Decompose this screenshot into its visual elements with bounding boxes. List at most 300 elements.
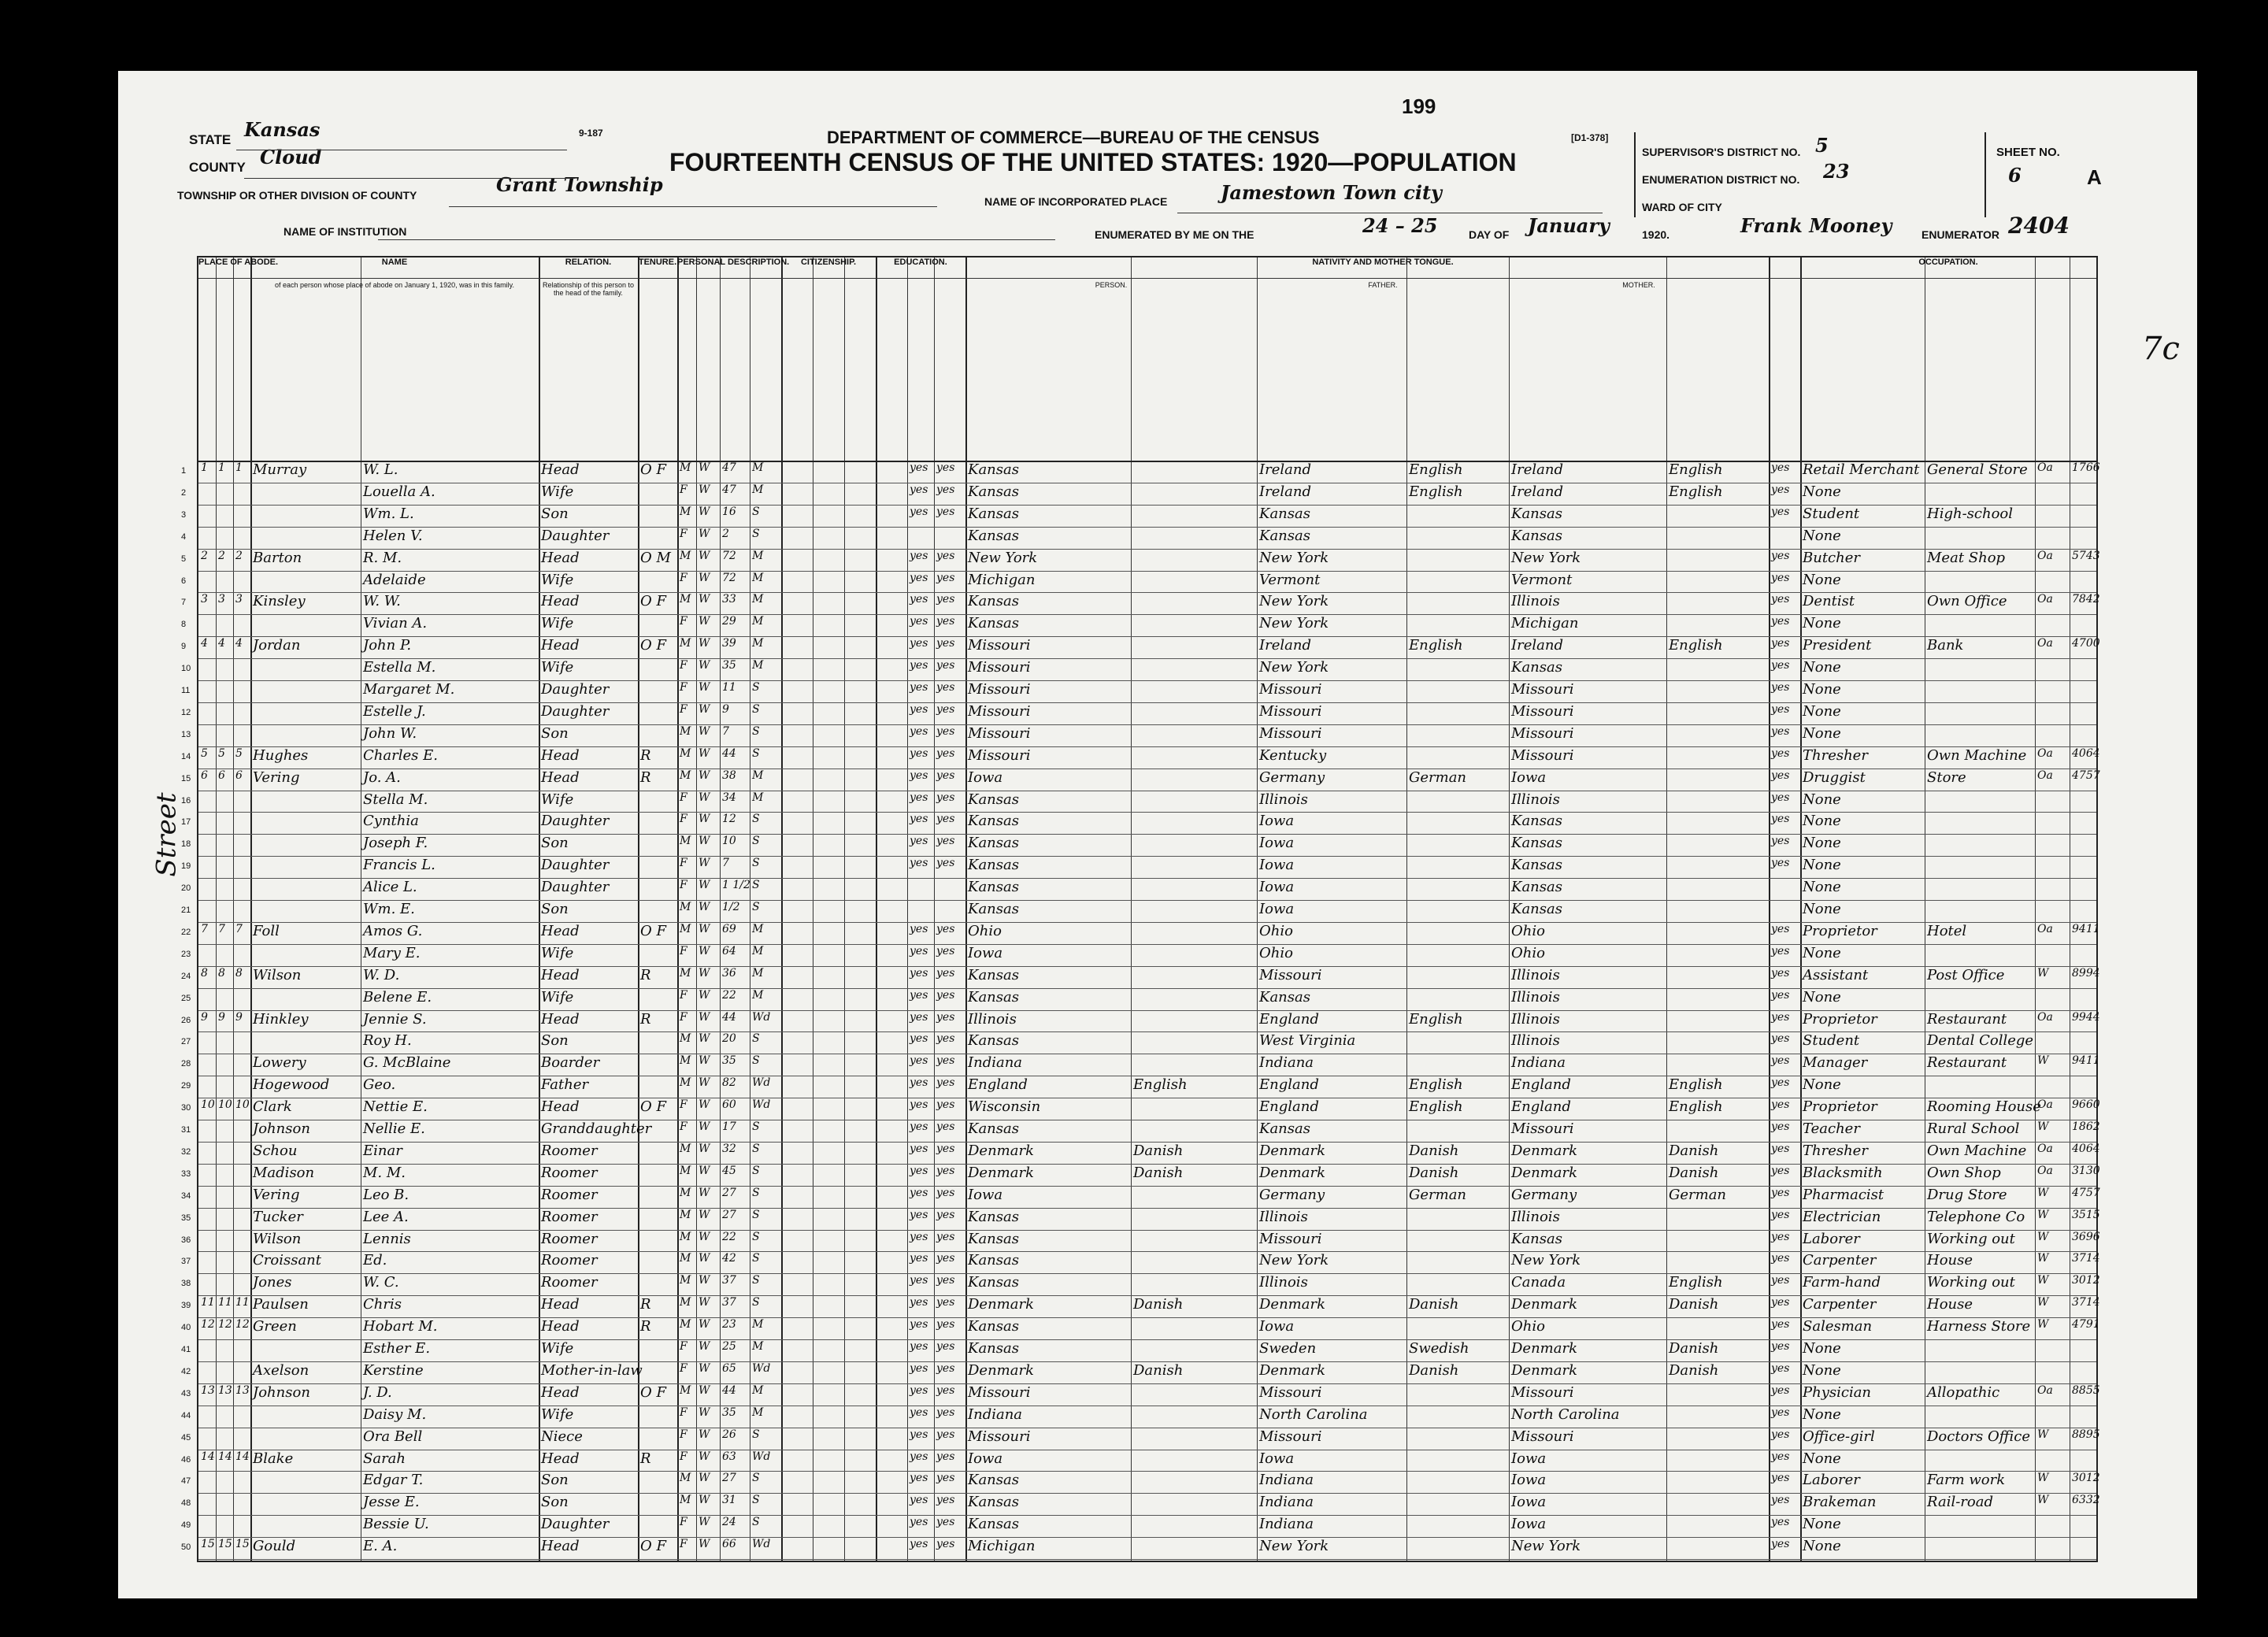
cell-race: W — [699, 813, 710, 826]
cell-mbirth: Ohio — [1511, 1318, 1545, 1335]
cell-rd: yes — [910, 1252, 928, 1265]
cell-wr: yes — [936, 1472, 955, 1485]
cell-mar: M — [752, 944, 764, 957]
cell-surname: Green — [253, 1318, 297, 1335]
cell-fbirth: Denmark — [1259, 1296, 1325, 1313]
cell-mbirth: Canada — [1511, 1274, 1566, 1291]
row-number: 14 — [181, 751, 191, 761]
table-row — [181, 1471, 2100, 1492]
sheet-value: 6 — [2008, 164, 2022, 187]
cell-mar: S — [752, 901, 760, 913]
cell-race: W — [699, 1032, 710, 1046]
cell-fam: 1 — [218, 461, 225, 474]
cell-age: 63 — [722, 1450, 736, 1463]
cell-given: Leo B. — [363, 1186, 410, 1203]
enumerated-days: 24 – 25 — [1362, 214, 1438, 237]
column-group-header: NAME — [250, 257, 539, 279]
cell-race: W — [699, 769, 710, 782]
cell-race: W — [699, 857, 710, 870]
cell-fbirth: Sweden — [1259, 1340, 1317, 1357]
cell-age: 42 — [722, 1252, 736, 1265]
cell-race: W — [699, 1186, 710, 1199]
table-row — [181, 1076, 2096, 1097]
cell-wr: yes — [936, 1252, 955, 1265]
cell-code: 3012 — [2072, 1274, 2100, 1287]
cell-fbirth: North Carolina — [1259, 1406, 1368, 1423]
cell-emp: Oa — [2037, 593, 2053, 606]
cell-code: 4791 — [2072, 1318, 2100, 1331]
cell-rd: yes — [910, 593, 928, 606]
column-subheader: FATHER. — [1368, 281, 1398, 289]
row-number: 31 — [181, 1125, 191, 1135]
cell-age: 44 — [722, 1383, 736, 1397]
cell-given: Alice L. — [363, 879, 417, 896]
cell-race: W — [699, 746, 710, 760]
cell-rd: yes — [910, 988, 928, 1002]
cell-mbirth: Illinois — [1511, 1208, 1560, 1225]
row-number: 39 — [181, 1301, 191, 1311]
cell-code: 8855 — [2072, 1383, 2100, 1397]
cell-fbirth: Missouri — [1259, 966, 1322, 983]
cell-ten: R — [640, 769, 651, 786]
cell-occ: None — [1803, 879, 1841, 896]
form-code: 9-187 — [579, 128, 603, 139]
cell-mbirth: England — [1511, 1098, 1571, 1116]
cell-mbirth: Kansas — [1511, 879, 1562, 896]
cell-given: E. A. — [363, 1538, 398, 1555]
cell-rel: Son — [541, 505, 569, 522]
cell-emp: W — [2037, 1318, 2049, 1331]
cell-mbirth: Denmark — [1511, 1361, 1577, 1379]
cell-wr: yes — [936, 1428, 955, 1441]
cell-occ: None — [1803, 988, 1841, 1006]
cell-ind: Bank — [1927, 637, 1964, 654]
cell-code: 3130 — [2072, 1164, 2100, 1177]
cell-wr: yes — [936, 1340, 955, 1353]
cell-mar: Wd — [752, 1076, 771, 1090]
table-row — [181, 791, 2096, 812]
cell-ind: General Store — [1927, 461, 2028, 478]
cell-race: W — [699, 527, 710, 540]
cell-code: 8895 — [2072, 1428, 2100, 1441]
cell-rel: Wife — [541, 791, 574, 808]
cell-rd: yes — [910, 505, 928, 518]
cell-ind: Telephone Co — [1927, 1208, 2025, 1225]
cell-fbirth: Ohio — [1259, 944, 1293, 961]
cell-rel: Head — [541, 1098, 580, 1116]
cell-wr: yes — [936, 746, 955, 760]
cell-rd: yes — [910, 922, 928, 935]
cell-rd: yes — [910, 571, 928, 584]
cell-mar: S — [752, 1252, 760, 1265]
cell-ten: R — [640, 1450, 651, 1467]
cell-birth: Kansas — [968, 1494, 1019, 1511]
cell-emp: Oa — [2037, 922, 2053, 935]
cell-occ: Proprietor — [1803, 1098, 1877, 1116]
cell-eng: yes — [1771, 1274, 1790, 1287]
cell-birth: Illinois — [968, 1010, 1017, 1028]
cell-mbirth: Denmark — [1511, 1296, 1577, 1313]
cell-tongue: Danish — [1133, 1296, 1184, 1313]
cell-dw: 15 — [201, 1538, 215, 1551]
cell-ten: R — [640, 1010, 651, 1028]
cell-birth: Kansas — [968, 505, 1019, 522]
row-number: 9 — [181, 642, 187, 652]
cell-mtongue: Danish — [1669, 1296, 1719, 1313]
cell-age: 36 — [722, 966, 736, 980]
cell-vis: 8 — [235, 966, 243, 980]
day-of-label: DAY OF — [1469, 228, 1510, 241]
column-subheader: MOTHER. — [1622, 281, 1655, 289]
cell-mar: M — [752, 791, 764, 804]
cell-eng: yes — [1771, 1164, 1790, 1177]
cell-birth: Kansas — [968, 1032, 1019, 1050]
cell-given: Wm. L. — [363, 505, 414, 522]
cell-code: 4700 — [2072, 637, 2100, 650]
table-row — [181, 636, 2100, 657]
cell-eng: yes — [1771, 571, 1790, 584]
cell-age: 16 — [722, 505, 736, 518]
table-row — [181, 680, 2096, 702]
cell-race: W — [699, 1010, 710, 1024]
street-margin-note: Street — [150, 792, 183, 877]
cell-eng: yes — [1771, 505, 1790, 518]
cell-birth: Denmark — [968, 1164, 1034, 1181]
cell-rd: yes — [910, 944, 928, 957]
row-number: 12 — [181, 707, 191, 717]
cell-ftongue: English — [1409, 1076, 1463, 1094]
cell-vis: 11 — [235, 1296, 250, 1309]
cell-rel: Head — [541, 922, 580, 939]
cell-occ: Student — [1803, 1032, 1860, 1050]
cell-sex: M — [680, 1230, 691, 1243]
cell-race: W — [699, 1318, 710, 1331]
cell-ind: High-school — [1927, 505, 2013, 522]
cell-occ: Carpenter — [1803, 1296, 1877, 1313]
cell-race: W — [699, 791, 710, 804]
cell-mar: M — [752, 769, 764, 782]
table-row — [181, 1054, 2100, 1075]
cell-rel: Son — [541, 1494, 569, 1511]
cell-occ: Electrician — [1803, 1208, 1881, 1225]
cell-given: Estella M. — [363, 659, 436, 676]
cell-birth: Denmark — [968, 1296, 1034, 1313]
cell-fam: 7 — [218, 922, 225, 935]
cell-occ: None — [1803, 1076, 1841, 1094]
cell-ind: Store — [1927, 769, 1966, 786]
cell-vis: 4 — [235, 637, 243, 650]
cell-age: 10 — [722, 835, 736, 848]
cell-wr: yes — [936, 1230, 955, 1243]
cell-fbirth: Indiana — [1259, 1054, 1314, 1072]
cell-code: 1766 — [2072, 461, 2100, 474]
cell-emp: Oa — [2037, 1164, 2053, 1177]
cell-occ: Proprietor — [1803, 922, 1877, 939]
table-row — [181, 724, 2096, 746]
row-number: 8 — [181, 620, 187, 630]
cell-vis: 10 — [235, 1098, 250, 1112]
cell-mbirth: Illinois — [1511, 593, 1560, 610]
cell-code: 3515 — [2072, 1208, 2100, 1221]
cell-given: Estelle J. — [363, 702, 426, 720]
table-row — [181, 812, 2096, 833]
cell-given: Daisy M. — [363, 1406, 427, 1423]
cell-mbirth: Missouri — [1511, 702, 1574, 720]
cell-mar: S — [752, 1494, 760, 1507]
cell-ind: Own Office — [1927, 593, 2007, 610]
cell-dw: 9 — [201, 1010, 208, 1024]
cell-fbirth: Denmark — [1259, 1361, 1325, 1379]
column-group-header: OCCUPATION. — [1800, 257, 2096, 279]
cell-rd: yes — [910, 1494, 928, 1507]
row-number: 5 — [181, 554, 187, 564]
cell-surname: Foll — [253, 922, 280, 939]
cell-age: 2 — [722, 527, 729, 540]
cell-age: 44 — [722, 1010, 736, 1024]
cell-ftongue: English — [1409, 461, 1463, 478]
cell-sex: M — [680, 1032, 691, 1046]
cell-age: 11 — [722, 681, 736, 694]
cell-rd: yes — [910, 1032, 928, 1046]
cell-wr: yes — [936, 1318, 955, 1331]
cell-race: W — [699, 461, 710, 474]
page-number: 199 — [1402, 94, 1436, 118]
cell-sex: M — [680, 505, 691, 518]
cell-surname: Paulsen — [253, 1296, 309, 1313]
cell-mbirth: Kansas — [1511, 857, 1562, 874]
row-number: 40 — [181, 1323, 191, 1333]
cell-wr: yes — [936, 724, 955, 738]
cell-vis: 5 — [235, 746, 243, 760]
cell-birth: Iowa — [968, 769, 1003, 786]
township-label: TOWNSHIP OR OTHER DIVISION OF COUNTY — [177, 189, 417, 202]
cell-age: 72 — [722, 571, 736, 584]
enumeration-label: ENUMERATION DISTRICT NO. — [1642, 173, 1800, 186]
cell-wr: yes — [936, 549, 955, 562]
cell-race: W — [699, 1054, 710, 1068]
cell-fbirth: Illinois — [1259, 791, 1308, 808]
cell-mbirth: Germany — [1511, 1186, 1577, 1203]
row-number: 23 — [181, 949, 191, 959]
cell-birth: Kansas — [968, 461, 1019, 478]
cell-ftongue: Danish — [1409, 1296, 1459, 1313]
cell-wr: yes — [936, 505, 955, 518]
cell-ind: Drug Store — [1927, 1186, 2007, 1203]
cell-rel: Father — [541, 1076, 589, 1094]
cell-surname: Kinsley — [253, 593, 306, 610]
cell-surname: Jones — [253, 1274, 292, 1291]
cell-occ: Farm-hand — [1803, 1274, 1881, 1291]
cell-occ: None — [1803, 791, 1841, 808]
cell-occ: Office-girl — [1803, 1428, 1875, 1445]
cell-given: W. D. — [363, 966, 400, 983]
cell-sex: M — [680, 1208, 691, 1221]
table-row — [181, 922, 2100, 943]
cell-eng: yes — [1771, 1032, 1790, 1046]
cell-fbirth: Kansas — [1259, 527, 1310, 544]
cell-mar: S — [752, 1164, 760, 1177]
cell-given: Sarah — [363, 1450, 406, 1467]
cell-mbirth: Missouri — [1511, 1428, 1574, 1445]
cell-given: Nellie E. — [363, 1120, 425, 1137]
cell-rd: yes — [910, 1538, 928, 1551]
cell-fam: 13 — [218, 1383, 232, 1397]
cell-rd: yes — [910, 1164, 928, 1177]
cell-occ: Retail Merchant — [1803, 461, 1920, 478]
cell-fbirth: Missouri — [1259, 1428, 1322, 1445]
cell-eng: yes — [1771, 1318, 1790, 1331]
cell-occ: Carpenter — [1803, 1252, 1877, 1269]
cell-given: Louella A. — [363, 483, 435, 500]
cell-fam: 8 — [218, 966, 225, 980]
cell-ind: Meat Shop — [1927, 549, 2006, 566]
cell-given: Joseph F. — [363, 835, 428, 852]
cell-rel: Roomer — [541, 1164, 598, 1181]
cell-occ: None — [1803, 1538, 1841, 1555]
cell-race: W — [699, 637, 710, 650]
cell-sex: M — [680, 1318, 691, 1331]
cell-mbirth: Illinois — [1511, 966, 1560, 983]
row-number: 35 — [181, 1213, 191, 1223]
cell-rd: yes — [910, 1383, 928, 1397]
cell-occ: None — [1803, 857, 1841, 874]
cell-fbirth: Iowa — [1259, 1318, 1295, 1335]
cell-birth: Iowa — [968, 944, 1003, 961]
table-row — [181, 571, 2096, 592]
cell-mar: S — [752, 1054, 760, 1068]
sheet-letter: A — [2087, 165, 2102, 189]
supervisor-label: SUPERVISOR'S DISTRICT NO. — [1642, 146, 1801, 158]
cell-rel: Head — [541, 461, 580, 478]
cell-birth: Kansas — [968, 988, 1019, 1006]
cell-occ: None — [1803, 615, 1841, 632]
cell-dw: 2 — [201, 549, 208, 562]
cell-fbirth: Kentucky — [1259, 746, 1327, 764]
cell-eng: yes — [1771, 835, 1790, 848]
table-row — [181, 483, 2096, 504]
cell-mar: S — [752, 1230, 760, 1243]
row-number: 15 — [181, 773, 191, 783]
cell-fbirth: New York — [1259, 1252, 1329, 1269]
cell-sex: M — [680, 922, 691, 935]
cell-mbirth: Missouri — [1511, 724, 1574, 742]
cell-given: Lee A. — [363, 1208, 409, 1225]
cell-wr: yes — [936, 988, 955, 1002]
cell-given: W. L. — [363, 461, 398, 478]
cell-birth: Michigan — [968, 1538, 1036, 1555]
cell-mbirth: Denmark — [1511, 1340, 1577, 1357]
table-row — [181, 856, 2096, 877]
cell-mbirth: Iowa — [1511, 769, 1547, 786]
cell-age: 22 — [722, 1230, 736, 1243]
cell-tongue: Danish — [1133, 1142, 1184, 1159]
cell-race: W — [699, 1516, 710, 1529]
cell-eng: yes — [1771, 1142, 1790, 1155]
cell-age: 27 — [722, 1186, 736, 1199]
cell-fam: 9 — [218, 1010, 225, 1024]
cell-birth: Ohio — [968, 922, 1002, 939]
row-number: 26 — [181, 1015, 191, 1025]
cell-emp: W — [2037, 1252, 2049, 1265]
cell-tongue: Danish — [1133, 1164, 1184, 1181]
cell-birth: Kansas — [968, 615, 1019, 632]
cell-fam: 2 — [218, 549, 225, 562]
cell-ftongue: English — [1409, 637, 1463, 654]
cell-birth: Kansas — [968, 791, 1019, 808]
cell-sex: F — [680, 681, 687, 694]
cell-eng: yes — [1771, 1296, 1790, 1309]
cell-surname: Lowery — [253, 1054, 306, 1072]
table-row — [181, 746, 2100, 768]
cell-surname: Croissant — [253, 1252, 322, 1269]
cell-vis: 12 — [235, 1318, 250, 1331]
cell-rel: Son — [541, 724, 569, 742]
cell-mtongue: German — [1669, 1186, 1727, 1203]
cell-mbirth: Missouri — [1511, 1120, 1574, 1137]
cell-code: 1862 — [2072, 1120, 2100, 1133]
table-row — [181, 1493, 2100, 1514]
cell-wr: yes — [936, 659, 955, 672]
cell-mar: S — [752, 1296, 760, 1309]
cell-mbirth: Iowa — [1511, 1472, 1547, 1489]
cell-fbirth: New York — [1259, 1538, 1329, 1555]
cell-occ: Manager — [1803, 1054, 1868, 1072]
row-number: 42 — [181, 1366, 191, 1376]
cell-wr: yes — [936, 1120, 955, 1133]
column-group-header: PERSONAL DESCRIPTION. — [677, 257, 781, 279]
cell-mbirth: Denmark — [1511, 1142, 1577, 1159]
table-row — [181, 1428, 2100, 1449]
cell-fbirth: Ohio — [1259, 922, 1293, 939]
cell-rel: Head — [541, 769, 580, 786]
cell-code: 3696 — [2072, 1230, 2100, 1243]
department-heading: DEPARTMENT OF COMMERCE—BUREAU OF THE CENSUS — [827, 128, 1320, 147]
cell-surname: Hogewood — [253, 1076, 330, 1094]
census-table — [181, 256, 2100, 1562]
cell-race: W — [699, 483, 710, 496]
cell-wr: yes — [936, 461, 955, 474]
row-number: 7 — [181, 598, 187, 608]
cell-birth: England — [968, 1076, 1028, 1094]
table-row — [181, 966, 2100, 987]
cell-occ: Assistant — [1803, 966, 1869, 983]
cell-given: W. C. — [363, 1274, 399, 1291]
cell-dw: 10 — [201, 1098, 215, 1112]
cell-rel: Roomer — [541, 1230, 598, 1247]
cell-code: 3012 — [2072, 1472, 2100, 1485]
cell-race: W — [699, 1120, 710, 1133]
cell-eng: yes — [1771, 461, 1790, 474]
cell-mbirth: Ireland — [1511, 461, 1563, 478]
cell-wr: yes — [936, 966, 955, 980]
cell-ind: Hotel — [1927, 922, 1967, 939]
cell-mbirth: Indiana — [1511, 1054, 1566, 1072]
cell-age: 72 — [722, 549, 736, 562]
cell-surname: Wilson — [253, 966, 302, 983]
cell-birth: Missouri — [968, 637, 1031, 654]
cell-mar: M — [752, 1318, 764, 1331]
cell-fam: 6 — [218, 769, 225, 782]
enumerator-name: Frank Mooney — [1740, 214, 1892, 237]
cell-rd: yes — [910, 1010, 928, 1024]
cell-rel: Wife — [541, 615, 574, 632]
cell-wr: yes — [936, 615, 955, 628]
table-row — [181, 1208, 2100, 1229]
cell-rd: yes — [910, 857, 928, 870]
cell-occ: Laborer — [1803, 1472, 1860, 1489]
table-row — [181, 1383, 2100, 1405]
cell-age: 34 — [722, 791, 736, 804]
